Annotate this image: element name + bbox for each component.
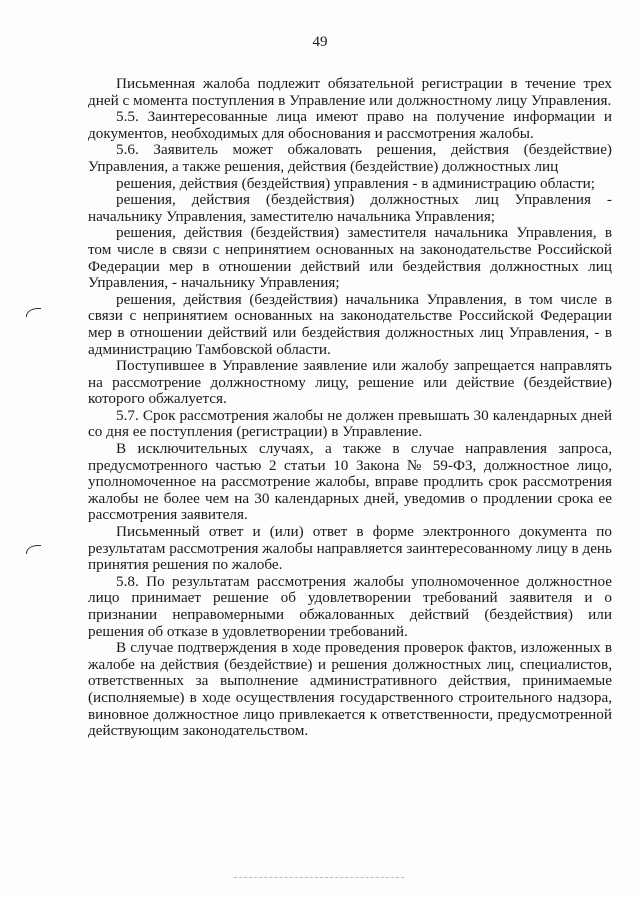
paragraph-extension: В исключительных случаях, а также в случае направления запроса, предусмотренного частью 2 статьи 10 Закона № 59-ФЗ, должностное лицо, уполномоченное на рассмотрение жалобы, вправе продлить срок рассмотрения жалобы не более чем на 30 календарных дней, уведомив о продлении срока ее рассмотрения заявителя. bbox=[88, 440, 612, 524]
paragraph-forwarding-ban: Поступившее в Управление заявление или жалобу запрещается направлять на рассмотрение должностному лицу, решение или действие (бездействие) которого обжалуется. bbox=[88, 357, 612, 408]
paragraph-registration: Письменная жалоба подлежит обязательной регистрации в течение трех дней с момента поступления в Управление или должностному лицу Управления. bbox=[88, 75, 612, 109]
paragraph-written-answer: Письменный ответ и (или) ответ в форме электронного документа по результатам рассмотрения жалобы направляется заинтересованному лицу в день принятия решения по жалобе. bbox=[88, 523, 612, 574]
paragraph-appeal-deputy: решения, действия (бездействия) заместителя начальника Управления, в том числе в связи с непринятием основанных на законодательстве Российской Федерации мер в отношении действий или бездействия должностных лиц Управления, - начальнику Управления; bbox=[88, 224, 612, 292]
footer-rule bbox=[234, 877, 404, 878]
paragraph-appeal-to-oblast: решения, действия (бездействия) управления - в администрацию области; bbox=[116, 174, 595, 192]
page-number: 49 bbox=[312, 34, 328, 50]
paragraph-appeal-to-head: решения, действия (бездействия) должностных лиц Управления - начальнику Управления, заместителю начальника Управления; bbox=[88, 191, 612, 225]
paragraph-5-7: 5.7. Срок рассмотрения жалобы не должен превышать 30 календарных дней со дня ее поступления (регистрации) в Управление. bbox=[88, 406, 612, 441]
paragraph-appeal-head: решения, действия (бездействия) начальника Управления, в том числе в связи с непринятием основанных на законодательстве Российской Федерации мер в отношении действий или бездействия должностных лиц Управления, - в администрацию Тамбовской области. bbox=[88, 290, 612, 358]
paragraph-liability: В случае подтверждения в ходе проведения проверок фактов, изложенных в жалобе на действия (бездействие) и решения должностных лиц, специалистов, ответственных за выполнение административного действия, принимаемые (исполняемые) в ходе осуществления государственного строительного надзора, виновное должностное лицо привлекается к ответственности, предусмотренной действующим законодательством. bbox=[88, 639, 612, 740]
paragraph-5-8: 5.8. По результатам рассмотрения жалобы уполномоченное должностное лицо принимает решение об удовлетворении требований заявителя и о признании неправомерными обжалованных действий (бездействия) или решения об отказе в удовлетворении требований. bbox=[88, 572, 612, 640]
paragraph-5-6: 5.6. Заявитель может обжаловать решения, действия (бездействие) Управления, а также решения, действия (бездействие) должностных лиц bbox=[88, 141, 612, 175]
margin-hole-mark bbox=[26, 545, 41, 554]
paragraph-5-5: 5.5. Заинтересованные лица имеют право на получение информации и документов, необходимых для обоснования и рассмотрения жалобы. bbox=[88, 108, 612, 142]
document-body bbox=[88, 76, 612, 740]
margin-hole-mark bbox=[26, 308, 41, 317]
